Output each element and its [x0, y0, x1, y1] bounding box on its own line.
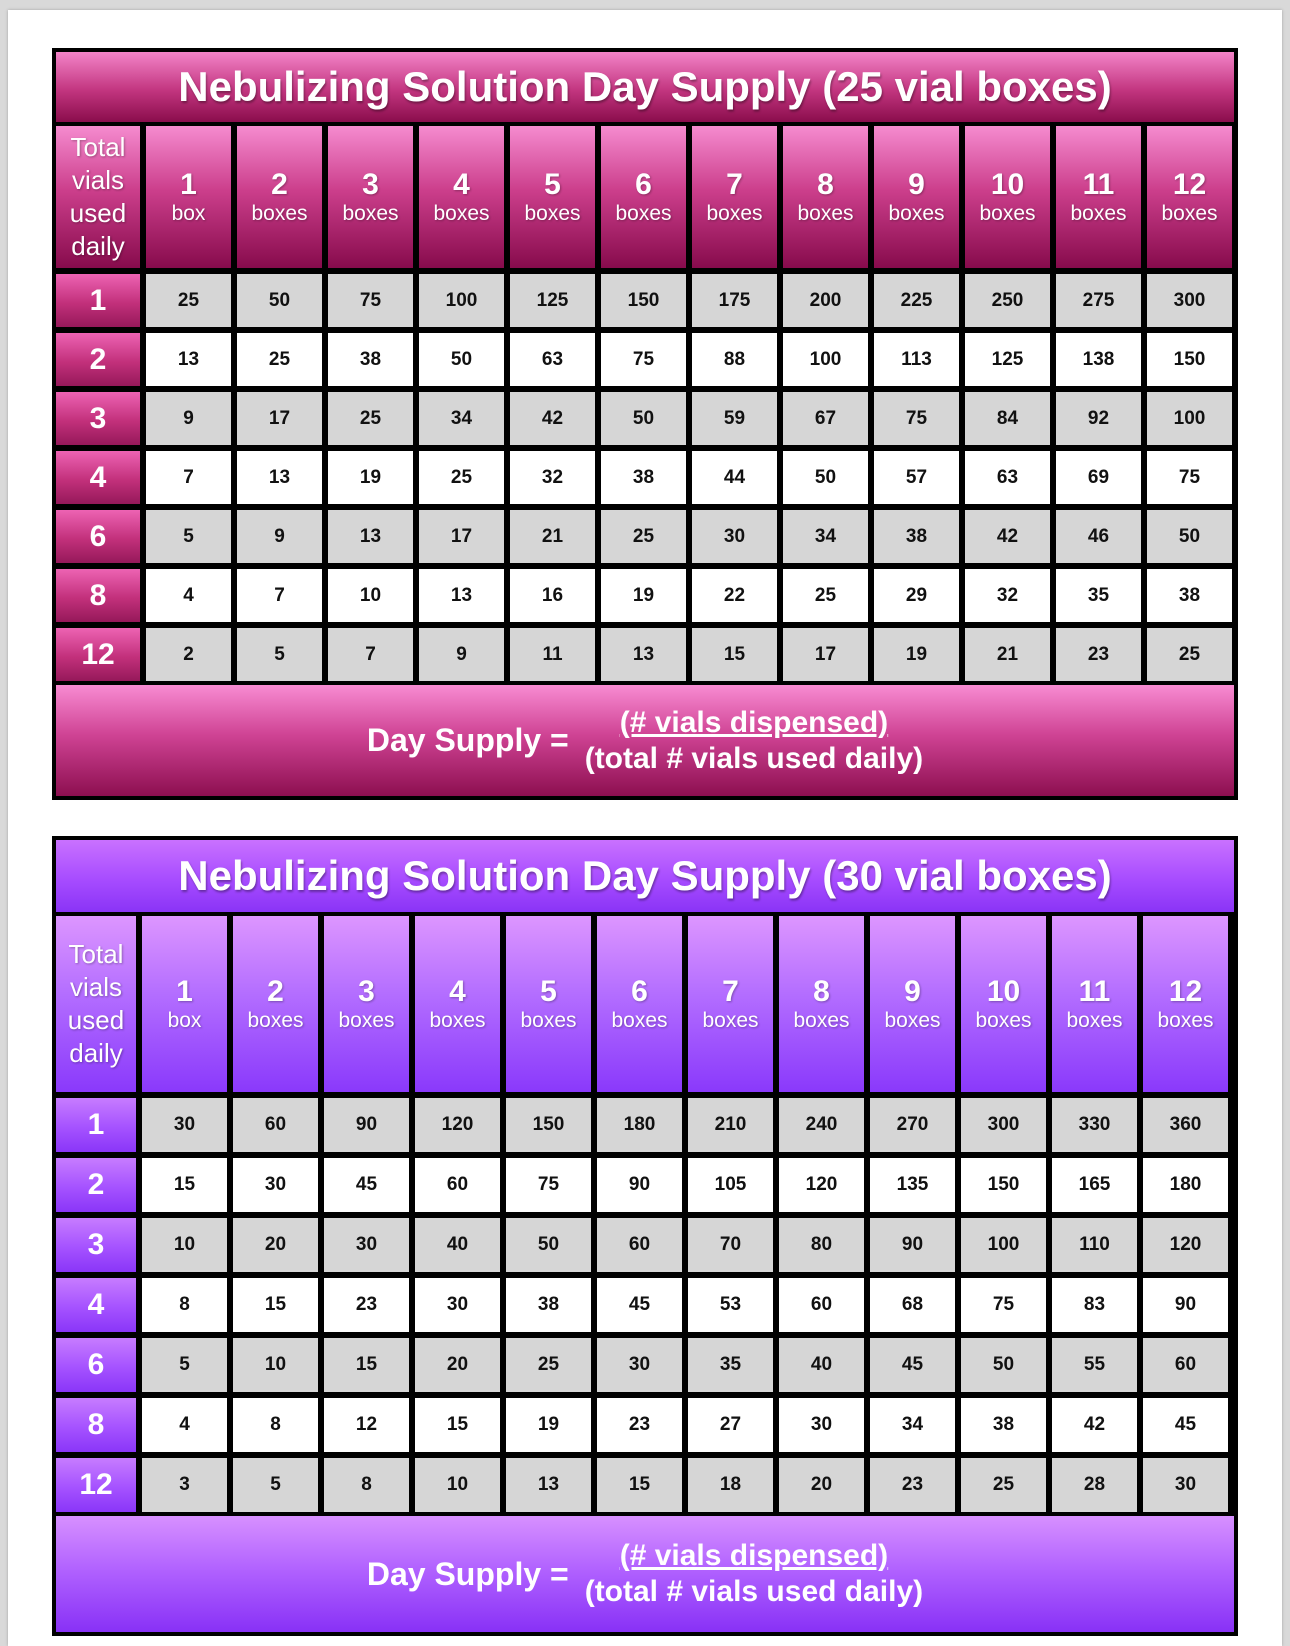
table-cell: 75: [601, 333, 686, 386]
column-header-unit: boxes: [433, 202, 490, 225]
table-cell: 120: [415, 1098, 500, 1152]
table-cell: 240: [779, 1098, 864, 1152]
column-header-number: 11: [1082, 168, 1115, 201]
table-grid: [56, 916, 1234, 1512]
row-label: 12: [56, 628, 140, 681]
column-header: [1143, 916, 1228, 1092]
table-cell: 25: [1147, 628, 1232, 681]
column-header-unit: boxes: [1066, 1009, 1123, 1032]
table-cell: 100: [419, 274, 504, 327]
table-cell: 250: [965, 274, 1050, 327]
table-cell: 150: [961, 1158, 1046, 1212]
table-cell: 175: [692, 274, 777, 327]
table-cell: 125: [965, 333, 1050, 386]
table-cell: 55: [1052, 1338, 1137, 1392]
supply-table-25: [52, 48, 1238, 800]
table-cell: 32: [965, 569, 1050, 622]
table-cell: 30: [692, 510, 777, 563]
table-cell: 20: [233, 1218, 318, 1272]
column-header: [146, 126, 231, 268]
column-header-number: 6: [631, 975, 648, 1008]
table-cell: 8: [324, 1458, 409, 1512]
table-cell: 13: [328, 510, 413, 563]
table-cell: 15: [692, 628, 777, 681]
table-cell: 7: [146, 451, 231, 504]
table-cell: 25: [961, 1458, 1046, 1512]
column-header: [597, 916, 682, 1092]
column-header: [1056, 126, 1141, 268]
column-header-number: 10: [990, 168, 1025, 201]
column-header-number: 1: [180, 168, 197, 201]
table-cell: 180: [597, 1098, 682, 1152]
column-header: [965, 126, 1050, 268]
column-header-unit: boxes: [793, 1009, 850, 1032]
table-cell: 15: [597, 1458, 682, 1512]
column-header-unit: boxes: [979, 202, 1036, 225]
column-header-unit: boxes: [338, 1009, 395, 1032]
table-cell: 11: [510, 628, 595, 681]
column-header: [688, 916, 773, 1092]
supply-table-30: [52, 836, 1238, 1636]
table-cell: 4: [142, 1398, 227, 1452]
table-cell: 80: [779, 1218, 864, 1272]
table-cell: 13: [419, 569, 504, 622]
table-cell: 300: [961, 1098, 1046, 1152]
column-header: [233, 916, 318, 1092]
table-cell: 90: [597, 1158, 682, 1212]
table-cell: 45: [597, 1278, 682, 1332]
table-cell: 13: [601, 628, 686, 681]
column-header-number: 9: [908, 168, 925, 201]
table-cell: 150: [601, 274, 686, 327]
table-cell: 138: [1056, 333, 1141, 386]
column-header-number: 11: [1078, 975, 1111, 1008]
row-label: 2: [56, 1158, 136, 1212]
table-cell: 19: [506, 1398, 591, 1452]
formula-numerator: (# vials dispensed): [619, 1539, 889, 1572]
column-header: [142, 916, 227, 1092]
column-header-number: 2: [271, 168, 288, 201]
column-header-number: 12: [1172, 168, 1207, 201]
table-cell: 50: [961, 1338, 1046, 1392]
table-cell: 7: [328, 628, 413, 681]
table-cell: 34: [783, 510, 868, 563]
row-label: 6: [56, 1338, 136, 1392]
column-header: [419, 126, 504, 268]
column-header-unit: boxes: [1070, 202, 1127, 225]
column-header-number: 6: [635, 168, 652, 201]
table-cell: 15: [142, 1158, 227, 1212]
table-cell: 63: [965, 451, 1050, 504]
table-cell: 20: [779, 1458, 864, 1512]
table-cell: 10: [415, 1458, 500, 1512]
table-cell: 100: [961, 1218, 1046, 1272]
table-cell: 12: [324, 1398, 409, 1452]
column-header-unit: boxes: [888, 202, 945, 225]
table-cell: 83: [1052, 1278, 1137, 1332]
column-header: [328, 126, 413, 268]
column-header-number: 8: [813, 975, 830, 1008]
column-header: [601, 126, 686, 268]
table-cell: 19: [328, 451, 413, 504]
table-cell: 25: [237, 333, 322, 386]
table-cell: 23: [597, 1398, 682, 1452]
table-cell: 8: [233, 1398, 318, 1452]
table-cell: 35: [688, 1338, 773, 1392]
table-title: Nebulizing Solution Day Supply (25 vial boxes): [56, 52, 1234, 122]
column-header: [874, 126, 959, 268]
table-cell: 23: [324, 1278, 409, 1332]
table-cell: 9: [146, 392, 231, 445]
row-label: 1: [56, 1098, 136, 1152]
table-cell: 27: [688, 1398, 773, 1452]
table-cell: 30: [1143, 1458, 1228, 1512]
column-header-number: 3: [358, 975, 375, 1008]
table-cell: 60: [233, 1098, 318, 1152]
table-cell: 42: [510, 392, 595, 445]
column-header-number: 7: [722, 975, 739, 1008]
table-cell: 5: [142, 1338, 227, 1392]
table-cell: 75: [506, 1158, 591, 1212]
column-header: [1147, 126, 1232, 268]
table-cell: 50: [237, 274, 322, 327]
column-header: [510, 126, 595, 268]
row-label: 12: [56, 1458, 136, 1512]
table-cell: 10: [328, 569, 413, 622]
column-header-number: 1: [176, 975, 193, 1008]
table-cell: 60: [597, 1218, 682, 1272]
table-cell: 9: [237, 510, 322, 563]
table-cell: 30: [233, 1158, 318, 1212]
table-cell: 90: [1143, 1278, 1228, 1332]
table-cell: 69: [1056, 451, 1141, 504]
table-cell: 110: [1052, 1218, 1137, 1272]
column-header-unit: boxes: [706, 202, 763, 225]
table-cell: 19: [874, 628, 959, 681]
table-cell: 20: [415, 1338, 500, 1392]
table-cell: 84: [965, 392, 1050, 445]
column-header-unit: boxes: [251, 202, 308, 225]
table-cell: 275: [1056, 274, 1141, 327]
table-cell: 70: [688, 1218, 773, 1272]
table-cell: 125: [510, 274, 595, 327]
column-header: [324, 916, 409, 1092]
table-cell: 225: [874, 274, 959, 327]
table-cell: 135: [870, 1158, 955, 1212]
table-cell: 113: [874, 333, 959, 386]
table-cell: 5: [146, 510, 231, 563]
formula-left: Day Supply =: [366, 722, 569, 758]
table-cell: 60: [779, 1278, 864, 1332]
table-cell: 50: [783, 451, 868, 504]
table-cell: 60: [1143, 1338, 1228, 1392]
table-cell: 3: [142, 1458, 227, 1512]
table-cell: 8: [142, 1278, 227, 1332]
table-cell: 38: [328, 333, 413, 386]
row-label: 8: [56, 569, 140, 622]
table-cell: 25: [601, 510, 686, 563]
table-cell: 30: [415, 1278, 500, 1332]
table-cell: 270: [870, 1098, 955, 1152]
row-label: 3: [56, 1218, 136, 1272]
table-cell: 13: [506, 1458, 591, 1512]
table-cell: 40: [415, 1218, 500, 1272]
column-header-number: 12: [1168, 975, 1203, 1008]
table-cell: 50: [1147, 510, 1232, 563]
column-header-unit: boxes: [342, 202, 399, 225]
column-header-number: 5: [544, 168, 561, 201]
column-header: [237, 126, 322, 268]
table-cell: 330: [1052, 1098, 1137, 1152]
column-header-unit: boxes: [611, 1009, 668, 1032]
column-header-unit: boxes: [429, 1009, 486, 1032]
table-cell: 67: [783, 392, 868, 445]
table-cell: 15: [415, 1398, 500, 1452]
row-label: 1: [56, 274, 140, 327]
table-cell: 88: [692, 333, 777, 386]
row-label: 2: [56, 333, 140, 386]
column-header-number: 4: [449, 975, 466, 1008]
table-cell: 75: [1147, 451, 1232, 504]
table-cell: 90: [870, 1218, 955, 1272]
table-cell: 120: [1143, 1218, 1228, 1272]
table-cell: 13: [146, 333, 231, 386]
column-header-unit: boxes: [702, 1009, 759, 1032]
table-cell: 30: [779, 1398, 864, 1452]
table-cell: 25: [783, 569, 868, 622]
column-header: [506, 916, 591, 1092]
table-cell: 180: [1143, 1158, 1228, 1212]
table-cell: 15: [324, 1338, 409, 1392]
column-header-unit: box: [167, 1009, 202, 1032]
column-header: [1052, 916, 1137, 1092]
column-header-unit: box: [171, 202, 206, 225]
column-header: [415, 916, 500, 1092]
table-cell: 30: [142, 1098, 227, 1152]
table-cell: 30: [597, 1338, 682, 1392]
formula-footer: [56, 1516, 1234, 1632]
table-cell: 25: [328, 392, 413, 445]
table-cell: 210: [688, 1098, 773, 1152]
formula-numerator: (# vials dispensed): [619, 705, 889, 739]
table-cell: 25: [506, 1338, 591, 1392]
table-cell: 25: [146, 274, 231, 327]
table-cell: 150: [1147, 333, 1232, 386]
table-title: Nebulizing Solution Day Supply (30 vial boxes): [56, 840, 1234, 912]
table-cell: 30: [324, 1218, 409, 1272]
table-cell: 50: [419, 333, 504, 386]
table-cell: 38: [506, 1278, 591, 1332]
table-cell: 2: [146, 628, 231, 681]
table-cell: 90: [324, 1098, 409, 1152]
row-label: 3: [56, 392, 140, 445]
column-header-unit: boxes: [797, 202, 854, 225]
column-header-number: 7: [726, 168, 743, 201]
row-label: 4: [56, 451, 140, 504]
table-cell: 42: [965, 510, 1050, 563]
table-cell: 100: [1147, 392, 1232, 445]
column-header-number: 5: [540, 975, 557, 1008]
table-cell: 7: [237, 569, 322, 622]
column-header-unit: boxes: [1161, 202, 1218, 225]
table-cell: 38: [1147, 569, 1232, 622]
table-cell: 45: [1143, 1398, 1228, 1452]
table-cell: 22: [692, 569, 777, 622]
column-header-unit: boxes: [1157, 1009, 1214, 1032]
table-cell: 29: [874, 569, 959, 622]
table-cell: 44: [692, 451, 777, 504]
table-cell: 100: [783, 333, 868, 386]
column-header: [692, 126, 777, 268]
table-cell: 9: [419, 628, 504, 681]
table-cell: 40: [779, 1338, 864, 1392]
table-grid: [56, 126, 1234, 681]
table-cell: 45: [324, 1158, 409, 1212]
table-cell: 17: [783, 628, 868, 681]
formula-denominator: (total # vials used daily): [584, 741, 924, 775]
table-cell: 60: [415, 1158, 500, 1212]
column-header: [783, 126, 868, 268]
column-header-unit: boxes: [615, 202, 672, 225]
table-cell: 42: [1052, 1398, 1137, 1452]
document-page: [8, 10, 1282, 1646]
table-cell: 150: [506, 1098, 591, 1152]
table-cell: 46: [1056, 510, 1141, 563]
column-header-unit: boxes: [247, 1009, 304, 1032]
table-cell: 68: [870, 1278, 955, 1332]
table-cell: 53: [688, 1278, 773, 1332]
formula-footer: [56, 685, 1234, 796]
table-cell: 75: [961, 1278, 1046, 1332]
table-cell: 63: [510, 333, 595, 386]
column-header-number: 4: [453, 168, 470, 201]
table-cell: 5: [233, 1458, 318, 1512]
table-cell: 23: [870, 1458, 955, 1512]
table-cell: 75: [874, 392, 959, 445]
table-cell: 25: [419, 451, 504, 504]
table-cell: 5: [237, 628, 322, 681]
table-cell: 13: [237, 451, 322, 504]
table-cell: 38: [601, 451, 686, 504]
column-header: [779, 916, 864, 1092]
formula-fraction: [585, 1538, 923, 1610]
column-header-number: 2: [267, 975, 284, 1008]
table-cell: 75: [328, 274, 413, 327]
table-cell: 17: [237, 392, 322, 445]
table-cell: 32: [510, 451, 595, 504]
table-cell: 17: [419, 510, 504, 563]
table-cell: 16: [510, 569, 595, 622]
table-cell: 23: [1056, 628, 1141, 681]
table-cell: 59: [692, 392, 777, 445]
table-cell: 38: [961, 1398, 1046, 1452]
column-header-unit: boxes: [520, 1009, 577, 1032]
row-label: 8: [56, 1398, 136, 1452]
row-label: 6: [56, 510, 140, 563]
table-cell: 34: [419, 392, 504, 445]
table-cell: 21: [510, 510, 595, 563]
table-cell: 50: [506, 1218, 591, 1272]
table-cell: 105: [688, 1158, 773, 1212]
table-cell: 300: [1147, 274, 1232, 327]
table-cell: 18: [688, 1458, 773, 1512]
corner-header: Total vials used daily: [56, 916, 136, 1092]
column-header-number: 10: [986, 975, 1021, 1008]
table-cell: 45: [870, 1338, 955, 1392]
column-header-number: 9: [904, 975, 921, 1008]
table-cell: 19: [601, 569, 686, 622]
table-cell: 28: [1052, 1458, 1137, 1512]
table-cell: 57: [874, 451, 959, 504]
corner-header: Total vials used daily: [56, 126, 140, 268]
table-cell: 21: [965, 628, 1050, 681]
column-header-number: 3: [362, 168, 379, 201]
table-cell: 34: [870, 1398, 955, 1452]
table-cell: 15: [233, 1278, 318, 1332]
table-cell: 38: [874, 510, 959, 563]
formula-fraction: [585, 705, 923, 777]
column-header-number: 8: [817, 168, 834, 201]
formula-left: Day Supply =: [366, 1555, 569, 1592]
table-cell: 92: [1056, 392, 1141, 445]
column-header: [870, 916, 955, 1092]
table-cell: 120: [779, 1158, 864, 1212]
table-cell: 360: [1143, 1098, 1228, 1152]
column-header: [961, 916, 1046, 1092]
table-cell: 10: [233, 1338, 318, 1392]
table-cell: 200: [783, 274, 868, 327]
table-cell: 35: [1056, 569, 1141, 622]
table-cell: 4: [146, 569, 231, 622]
table-cell: 50: [601, 392, 686, 445]
table-cell: 165: [1052, 1158, 1137, 1212]
formula-denominator: (total # vials used daily): [584, 1575, 924, 1608]
table-cell: 10: [142, 1218, 227, 1272]
row-label: 4: [56, 1278, 136, 1332]
column-header-unit: boxes: [975, 1009, 1032, 1032]
column-header-unit: boxes: [524, 202, 581, 225]
column-header-unit: boxes: [884, 1009, 941, 1032]
